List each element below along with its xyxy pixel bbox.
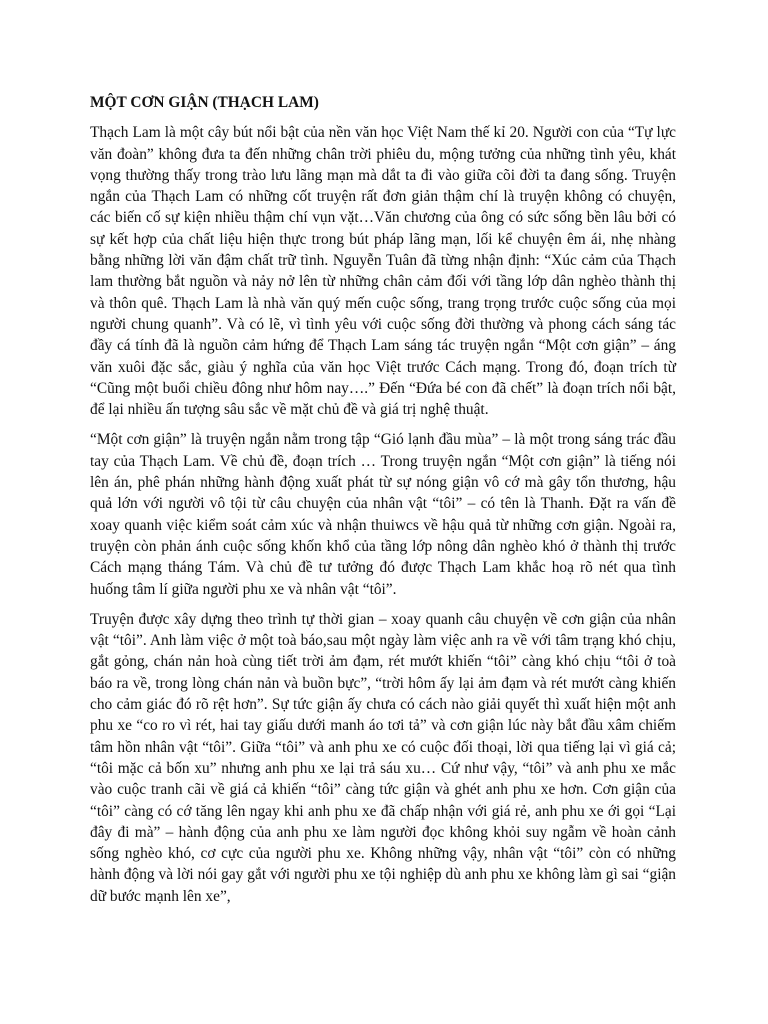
paragraph-2: “Một cơn giận” là truyện ngắn nằm trong tập “Gió lạnh đầu mùa” – là một trong sáng trác đầu tay của Thạch Lam. Về chủ đề, đoạn trích … Trong truyện ngắn “Một cơn giận” là tiếng nói lên án, phê phán những hành động xuất phát từ sự nóng giận vô cớ mà gây tổn thương, hậu quả lớn với người vô tội từ câu chuyện của nhân vật “tôi” – có tên là Thanh. Đặt ra vấn đề xoay quanh việc kiểm soát cảm xúc và nhận thuiwcs về hậu quả từ những cơn giận. Ngoài ra, truyện còn phản ánh cuộc sống khốn khổ của tầng lớp nông dân nghèo khó ở thành thị trước Cách mạng tháng Tám. Và chủ đề tư tưởng đó được Thạch Lam khắc hoạ rõ nét qua tình huống tâm lí giữa người phu xe và nhân vật “tôi”. [90, 431, 676, 598]
document-page [90, 92, 676, 916]
document-title: MỘT CƠN GIẬN (THẠCH LAM) [90, 94, 319, 111]
paragraph-3: Truyện được xây dựng theo trình tự thời gian – xoay quanh câu chuyện về cơn giận của nhân vật “tôi”. Anh làm việc ở một toà báo,sau một ngày làm việc anh ra về với tâm trạng khó chịu, gắt gỏng, chán nản hoà cùng tiết trời ảm đạm, rét mướt khiến “tôi” càng khó chịu “tôi ở toà báo ra về, trong lòng chán nản và buồn bực”, “trời hôm ấy lại ảm đạm và rét mướt càng khiến cho cảm giác đó rõ rệt hơn”. Sự tức giận ấy chưa có cách nào giải quyết thì xuất hiện một anh phu xe “co ro vì rét, hai tay giấu dưới manh áo tơi tả” và cơn giận lúc này bắt đầu xâm chiếm tâm hồn nhân vật “tôi”. Giữa “tôi” và anh phu xe có cuộc đối thoại, lời qua tiếng lại vì giá cả; “tôi mặc cả bốn xu” nhưng anh phu xe lại trả sáu xu… Cứ như vậy, “tôi” và anh phu xe mắc vào cuộc tranh cãi về giá cả khiến “tôi” càng tức giận và ghét anh phu xe hơn. Cơn giận của “tôi” càng có cớ tăng lên ngay khi anh phu xe đã chấp nhận với giá rẻ, anh phu xe ới gọi “Lại đây đi mà” – hành động của anh phu xe làm người đọc không khỏi suy ngẫm về hoàn cảnh sống nghèo khó, cơ cực của người phu xe. Không những vậy, nhân vật “tôi” còn có những hành động và lời nói gay gắt với người phu xe tội nghiệp dù anh phu xe không làm gì sai “giận dữ bước mạnh lên xe”, [90, 610, 676, 905]
paragraph-1: Thạch Lam là một cây bút nổi bật của nền văn học Việt Nam thế kỉ 20. Người con của “Tự lực văn đoàn” không đưa ta đến những chân trời phiêu du, mộng tưởng của những tình yêu, khát vọng thường thấy trong trào lưu lãng mạn mà dắt ta đi vào giữa cõi đời ta đang sống. Truyện ngắn của Thạch Lam có những cốt truyện rất đơn giản thậm chí là truyện không có chuyện, các biến cố sự kiện nhiều thậm chí vụn vặt…Văn chương của ông có sức sống bền lâu bởi có sự kết hợp của chất liệu hiện thực trong bút pháp lãng mạn, lối kể chuyện êm ái, nhẹ nhàng bằng những lời văn đậm chất trữ tình. Nguyễn Tuân đã từng nhận định: “Xúc cảm của Thạch lam thường bắt nguồn và nảy nở lên từ những chân cảm đối với tầng lớp dân nghèo thành thị và thôn quê. Thạch Lam là nhà văn quý mến cuộc sống, trang trọng trước cuộc sống của mọi người chung quanh”. Và có lẽ, vì tình yêu với cuộc sống đời thường và phong cách sáng tác đầy cá tính đã là nguồn cảm hứng để Thạch Lam sáng tác truyện ngắn “Một cơn giận” – áng văn xuôi đặc sắc, giàu ý nghĩa của văn học Việt trước Cách mạng. Trong đó, đoạn trích từ “Cũng một buổi chiều đông như hôm nay….” Đến “Đứa bé con đã chết” là đoạn trích nổi bật, để lại nhiều ấn tượng sâu sắc về mặt chủ đề và giá trị nghệ thuật. [90, 124, 676, 419]
